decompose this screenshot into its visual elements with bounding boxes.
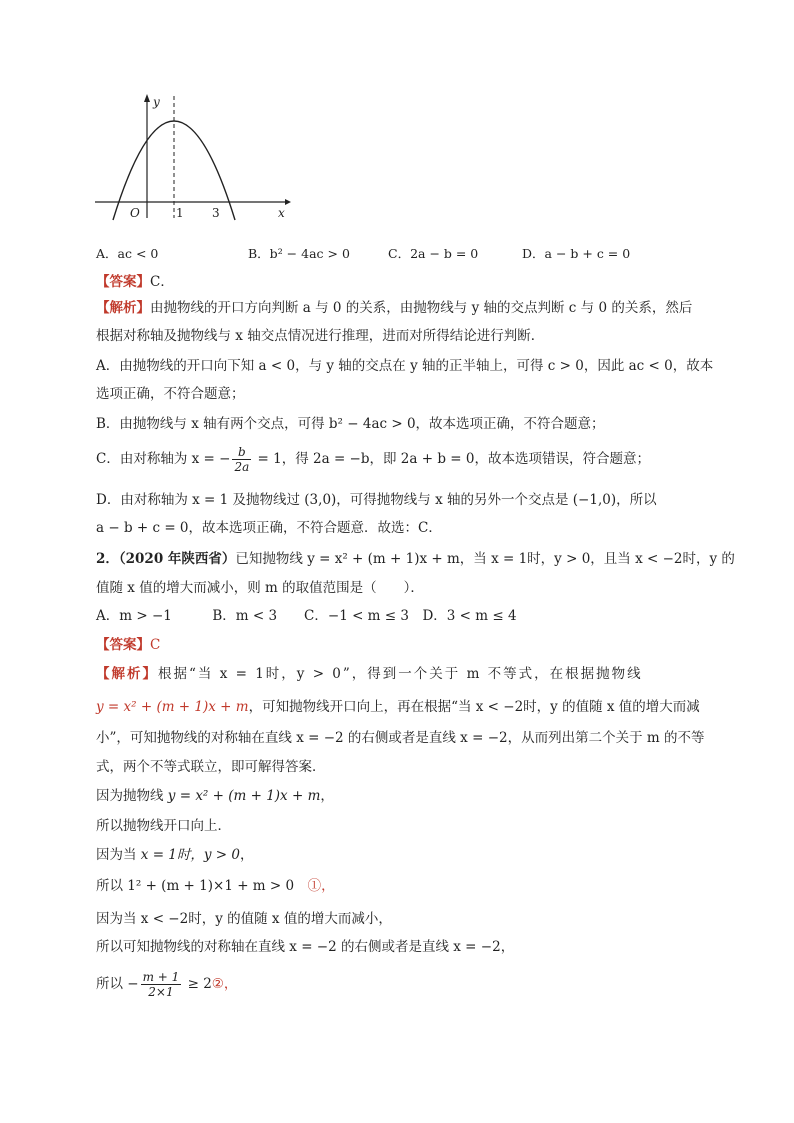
step-punct: ， [240,847,254,863]
q2-step-2: 所以抛物线开口向上． [96,818,231,834]
step-equation: 所以 1² + (m + 1)×1 + m > 0 [96,878,295,894]
c-frac-num: b [232,445,251,460]
q2-equation: y = x² + (m + 1)x + m [96,699,249,715]
q1-a-line-2: 选项正确，不符合题意； [96,386,245,402]
c-fraction [232,445,251,474]
q1-c-line [96,444,650,474]
analysis-text: 由抛物线的开口方向判断 a 与 0 的关系，由抛物线与 y 轴的交点判断 c 与 0 的关系，然后 [150,300,693,316]
q1-d-line-2: a − b + c = 0，故本选项正确，不符合题意．故选：C． [96,520,442,536]
frac-num: m + 1 [142,970,180,984]
step-text: 所以 − [96,976,139,992]
c-pre: C．由对称轴为 x = − [96,451,231,467]
analysis-text: ，可知抛物线开口向上，再在根据“当 x < −2时，y 的值随 x 值的增大而减 [248,699,700,715]
q1-option-b: B．b² − 4ac > 0 [248,246,350,261]
q2-step-3 [96,845,254,865]
y-axis-arrow [144,94,150,102]
q2-analysis-line-3: 小”，可知抛物线的对称轴在直线 x = −2 的右侧或者是直线 x = −2，从而列出第二个关于 m 的不等 [96,730,705,746]
c-post: = 1，得 2a = −b，即 2a + b = 0，故本选项错误，符合题意； [253,451,650,467]
step-text: ≥ 2 [183,976,212,992]
q1-option-d: D．a − b + c = 0 [522,246,631,261]
answer-tag: 【答案】 [96,637,150,653]
inequality-marker-2: ②， [211,976,238,992]
analysis-tag: 【解析】 [96,300,150,316]
q1-analysis-line-1 [96,298,692,318]
q2-step-5: 因为当 x < −2时，y 的值随 x 值的增大而减小， [96,911,392,927]
x-axis-label: x [278,206,285,220]
analysis-text: 根据“当 x = 1时，y > 0”，得到一个关于 m 不等式，在根据抛物线 [158,666,643,682]
q2-step-7 [96,968,237,1000]
origin-label: O [130,206,140,220]
q1-analysis-line-2: 根据对称轴及抛物线与 x 轴交点情况进行推理，进而对所得结论进行判断． [96,328,545,344]
q1-b-line: B．由抛物线与 x 轴有两个交点，可得 b² − 4ac > 0，故本选项正确，不符合题意； [96,416,605,432]
q2-analysis-line-4: 式，两个不等式联立，即可解得答案． [96,759,326,775]
q2-stem-line-1 [96,549,735,569]
step-text: 因为当 [96,847,141,863]
y-axis-label: y [153,95,160,109]
q1-a-line-1: A．由抛物线的开口向下知 a < 0，与 y 轴的交点在 y 轴的正半轴上，可得 c > 0，因此 ac < 0，故本 [96,358,714,374]
q1-option-c: C．2a − b = 0 [388,246,479,261]
q2-step-6: 所以可知抛物线的对称轴在直线 x = −2 的右侧或者是直线 x = −2， [96,939,515,955]
tick-1-label: 1 [176,206,184,220]
step-punct: ， [320,788,334,804]
c-frac-den: 2a [234,460,250,474]
q2-stem-text: 已知抛物线 y = x² + (m + 1)x + m，当 x = 1时，y > 0，且当 x < −2时，y 的 [235,551,735,567]
q2-analysis-line-1 [96,664,643,684]
inequality-marker-1: ①， [294,878,335,894]
q1-answer-line [96,272,174,292]
parabola-graph [95,92,295,222]
step-text: 因为抛物线 [96,788,168,804]
q2-options: A．m > −1 B．m < 3 C．−1 < m ≤ 3 D．3 < m ≤ 4 [96,608,517,624]
analysis-tag: 【解析】 [96,666,158,682]
q1-answer: C． [150,274,174,290]
q2-answer-line [96,635,160,655]
q1-option-a: A．ac < 0 [96,246,159,261]
q2-number-source: 2．（2020 年陕西省） [96,551,236,567]
q2-analysis-line-2 [96,697,700,717]
x-axis-arrow [285,199,291,205]
q2-stem-line-2: 值随 x 值的增大而减小，则 m 的取值范围是（ ）． [96,580,424,596]
answer-tag: 【答案】 [96,274,150,290]
q2-step-1 [96,786,334,806]
q2-answer: C [150,637,161,653]
q2-step-4 [96,876,335,896]
step-equation: y = x² + (m + 1)x + m [167,788,321,804]
tick-3-label: 3 [212,206,220,220]
step-fraction [141,970,182,999]
q1-d-line-1: D．由对称轴为 x = 1 及抛物线过 (3,0)，可得抛物线与 x 轴的另外一个交点是 (−1,0)，所以 [96,492,657,508]
frac-den: 2×1 [148,985,174,999]
step-equation: x = 1时，y > 0 [140,847,241,863]
